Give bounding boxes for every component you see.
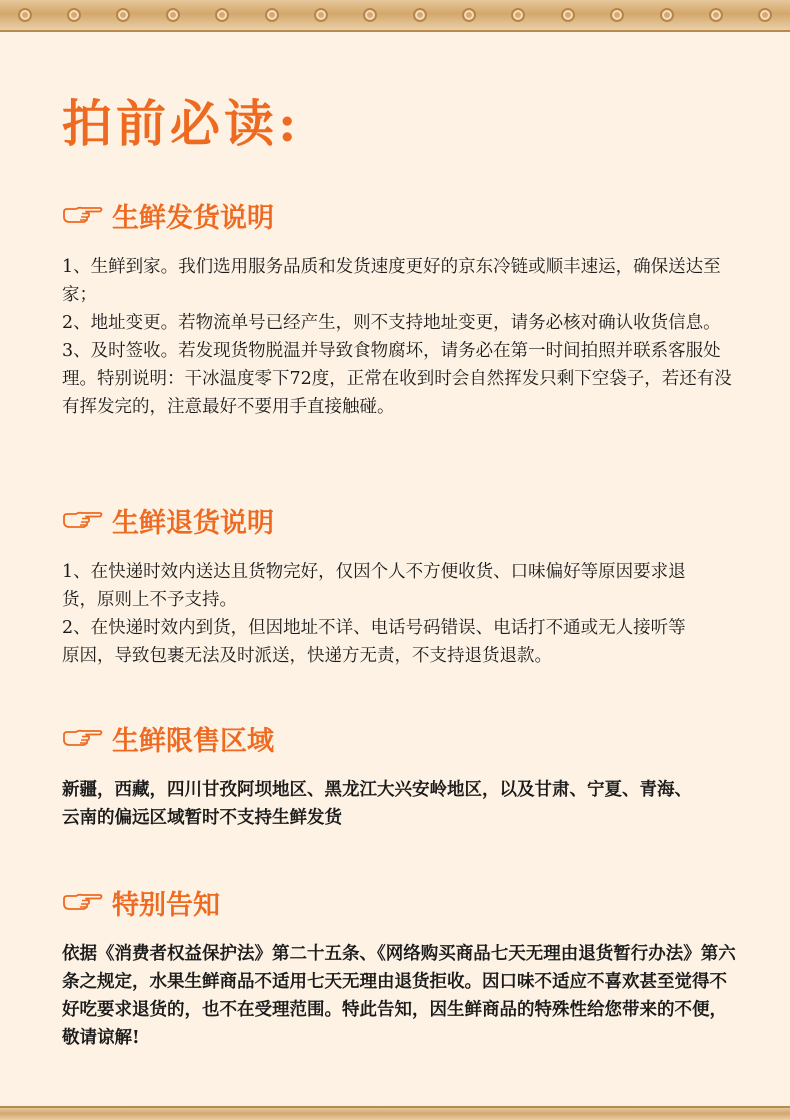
paragraph: 2、地址变更。若物流单号已经产生，则不支持地址变更，请务必核对确认收货信息。 xyxy=(62,313,721,333)
section-return-notes xyxy=(62,498,742,670)
ornament-icon xyxy=(511,8,525,22)
top-ornament-border xyxy=(0,0,790,32)
paragraph: 1、在快递时效内送达且货物完好，仅因个人不方便收货、口味偏好等原因要求退货，原则上不予支持。 xyxy=(62,562,686,610)
pointing-hand-icon xyxy=(62,509,104,531)
ornament-icon xyxy=(709,8,723,22)
ornament-icon xyxy=(660,8,674,22)
ornament-icon xyxy=(314,8,328,22)
pointing-hand-icon xyxy=(62,204,104,226)
ornament-icon xyxy=(561,8,575,22)
ornament-icon xyxy=(67,8,81,22)
ornament-icon xyxy=(462,8,476,22)
ornament-icon xyxy=(18,8,32,22)
ornament-icon xyxy=(363,8,377,22)
paragraph: 1、生鲜到家。我们选用服务品质和发货速度更好的京东冷链或顺丰速运，确保送达至家； xyxy=(62,257,721,305)
section-heading xyxy=(62,498,742,542)
ornament-icon xyxy=(215,8,229,22)
pointing-hand-icon xyxy=(62,891,104,913)
section-heading-text: 特别告知 xyxy=(112,889,220,921)
paragraph: 2、在快递时效内到货，但因地址不详、电话号码错误、电话打不通或无人接听等原因，导致包裹无法及时派送，快递方无责，不支持退货退款。 xyxy=(62,618,686,666)
section-heading-text: 生鲜退货说明 xyxy=(112,507,274,539)
section-shipping-notes xyxy=(62,193,742,421)
pointing-hand-icon xyxy=(62,727,104,749)
bottom-ornament-border xyxy=(0,1106,790,1120)
paragraph: 依据《消费者权益保护法》第二十五条、《网络购买商品七天无理由退货暂行办法》第六条之规定，水果生鲜商品不适用七天无理由退货拒收。因口味不适应不喜欢甚至觉得不好吃要求退货的，也不在受理范围。特此告知，因生鲜商品的特殊性给您带来的不便，敬请谅解! xyxy=(62,944,736,1048)
section-restricted-regions xyxy=(62,716,742,832)
section-heading xyxy=(62,193,742,237)
ornament-icon xyxy=(166,8,180,22)
section-heading-text: 生鲜限售区域 xyxy=(112,725,274,757)
paragraph: 3、及时签收。若发现货物脱温并导致食物腐坏，请务必在第一时间拍照并联系客服处理。特别说明：干冰温度零下72度，正常在收到时会自然挥发只剩下空袋子，若还有没有挥发完的，注意最好不要用手直接触碰。 xyxy=(62,341,732,417)
paragraph: 新疆，西藏，四川甘孜阿坝地区、黑龙江大兴安岭地区，以及甘肃、宁夏、青海、云南的偏远区域暂时不支持生鲜发货 xyxy=(62,780,692,828)
ornament-icon xyxy=(116,8,130,22)
section-heading xyxy=(62,880,742,924)
section-special-notice xyxy=(62,880,742,1052)
section-heading xyxy=(62,716,742,760)
ornament-icon xyxy=(265,8,279,22)
ornament-icon xyxy=(413,8,427,22)
page-title: 拍前必读: xyxy=(62,94,301,153)
section-heading-text: 生鲜发货说明 xyxy=(112,202,274,234)
ornament-icon xyxy=(610,8,624,22)
ornament-icon xyxy=(758,8,772,22)
